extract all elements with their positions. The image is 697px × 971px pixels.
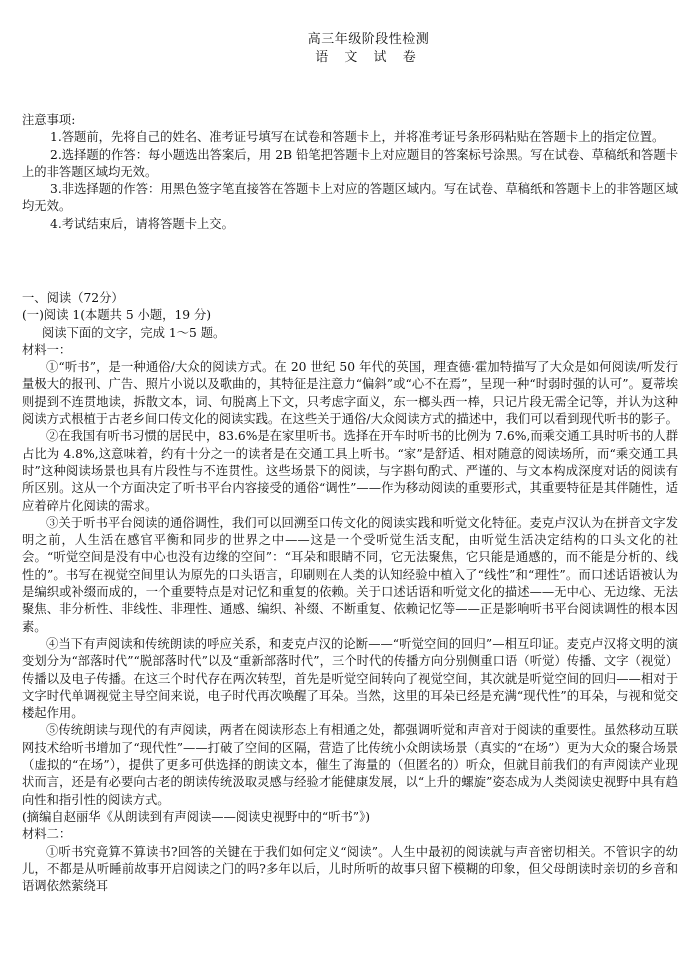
reading-instruction: 阅读下面的文字，完成 1～5 题。 [42,325,226,340]
reading-section [22,290,678,895]
note-item-1: 1.答题前，先将自己的姓名、准考证号填写在试卷和答题卡上，并将准考证号条形码粘贴在答题卡上的指定位置。 [50,130,665,145]
material-1-paragraph-2: ②在我国有听书习惯的居民中，83.6%是在家里听书。选择在开车时听书的比例为 7.6%,而乘交通工具时听书的人群占比为 4.8%,这意味着，约有十分之一的读者是在交通工具上听书。“家”是舒适、相对随意的阅读场所，而“乘交通工具时”这种阅读场景也具有片段性与不连贯性。这些场景下的阅读，与字斟句酌式、严谨的、与文本构成深度对话的阅读有所区别。这从一个方面决定了听书平台内容接受的通俗“调性”——作为移动阅读的重要形式，其重要特征是其伴随性，适应着碎片化阅读的需求。 [22,429,678,513]
material-1-paragraph-5: ⑤传统朗读与现代的有声阅读，两者在阅读形态上有相通之处，都强调听觉和声音对于阅读的重要性。虽然移动互联网技术给听书增加了“现代性”——打破了空间的区隔，营造了比传统小众朗读场景（真实的“在场”）更为大众的聚合场景（虚拟的“在场”），提供了更多可供选择的朗读文本，催生了海量的（但匿名的）听众，但就目前我们的有声阅读产业现状而言，还是有必要向古老的朗读传统汲取灵感与经验才能健康发展，以“上升的螺旋”姿态成为人类阅读史视野中具有趋向性和指引性的阅读方式。 [22,723,678,807]
section-title: 一、阅读（72分） [22,291,124,305]
note-item-4: 4.考试结束后，请将答题卡上交。 [50,216,234,231]
exam-header-subtitle: 语 文 试 卷 [315,50,422,65]
notes-heading: 注意事项: [22,113,76,127]
material-1-paragraph-3: ③关于听书平台阅读的通俗调性，我们可以回溯至口传文化的阅读实践和听觉文化特征。麦克卢汉认为在拼音文字发明之前，人生活在感官平衡和同步的世界之中——这是一个受听觉生活支配，由听觉生活决定结构的口头文化的社会。“听觉空间是没有中心也没有边缘的空间”：“耳朵和眼睛不同，它无法聚焦，它只能是通感的，而不能是分析的、线性的”。书写在视觉空间里认为原先的口头语言，印刷则在人类的认知经验中植入了“线性”和“理性”。而口述话语被认为是编织或补缀而成的，一个重要特点是对记忆和重复的依赖。关于口述话语和听觉文化的描述——无中心、无边缘、无法聚焦、非分析性、非线性、非理性、通感、编织、补缀、不断重复、依赖记忆等——正是影响听书平台阅读调性的根本因素。 [22,515,678,634]
material-1-paragraph-1: ①“听书”，是一种通俗/大众的阅读方式。在 20 世纪 50 年代的英国，理查德·霍加特描写了大众是如何阅读/听发行量极大的报刊、广告、照片小说以及歌曲的，其特征是注意力“偏斜”或“心不在焉”，呈现一种“时弱时强的认可”。夏蒂埃则提到不连贯地读，拆散文本，词、句脱离上下文，只考虑字面义，东一榔头西一棒，只记片段无需全记等，并认为这种阅读方式根植于古老乡间口传文化的阅读实践。在这些关于通俗/大众阅读方式的描述中，我们可以看到现代听书的影子。 [22,360,678,427]
exam-header-title: 高三年级阶段性检测 [307,32,430,47]
subsection-title: (一)阅读 1(本题共 5 小题，19 分) [22,308,212,323]
material-1-source: (摘编自赵丽华《从朗读到有声阅读——阅读史视野中的“听书”》) [22,809,371,824]
material-2-paragraph-1: ①听书究竟算不算读书?回答的关键在于我们如何定义“阅读”。人生中最初的阅读就与声音密切相关。不管识字的幼儿，不都是从听睡前故事开启阅读之门的吗?多年以后，儿时所听的故事只留下模糊的印象，但父母朗读时亲切的乡音和语调依然萦绕耳 [22,844,678,894]
note-item-2: 2.选择题的作答：每小题选出答案后，用 2B 铅笔把答题卡上对应题目的答案标号涂黑。写在试卷、草稿纸和答题卡上的非答题区域均无效。 [22,147,678,179]
material-1-paragraph-4: ④当下有声阅读和传统朗读的呼应关系，和麦克卢汉的论断——“听觉空间的回归”—相互印证。麦克卢汉将文明的演变划分为“部落时代”“脱部落时代”以及“重新部落时代”，三个时代的传播方向分别侧重口语（听觉）传播、文字（视觉）传播以及电子传播。在这三个时代存在两次转型，首先是听觉空间转向了视觉空间，其次就是听觉空间的回归——相对于文字时代单调视觉主导空间来说，电子时代再次唤醒了耳朵。当然，这里的耳朵已经是充满“现代性”的耳朵，与视和觉交楼起作用。 [22,636,678,721]
material-1-label: 材料一： [22,342,72,357]
note-item-3: 3.非选择题的作答：用黑色签字笔直接答在答题卡上对应的答题区域内。写在试卷、草稿纸和答题卡上的非答题区域均无效。 [22,182,678,214]
notes-section [22,112,678,233]
material-2-label: 材料二： [22,827,72,842]
